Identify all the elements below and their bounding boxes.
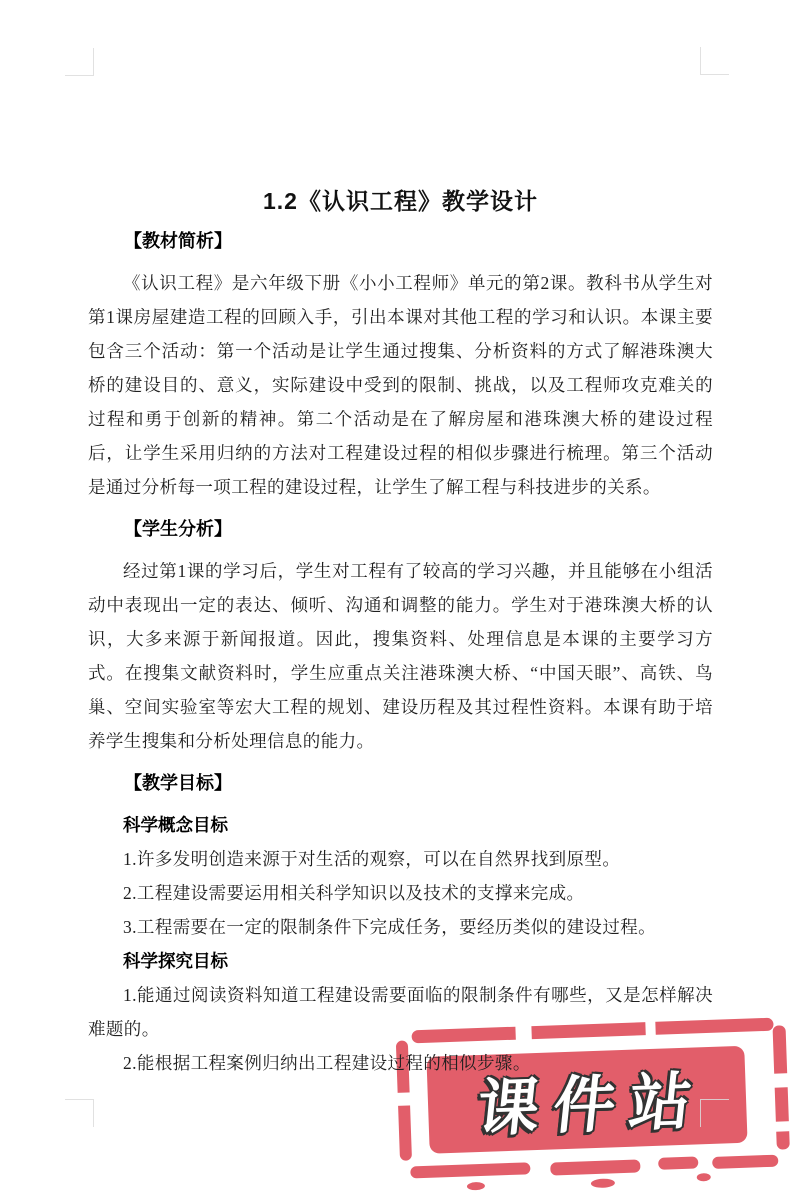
stamp-ink-speck — [467, 1182, 485, 1191]
stamp-border-bottom-dash — [550, 1159, 640, 1175]
subheading-science-inquiry-goals: 科学探究目标 — [123, 951, 228, 971]
inquiry-goal-item: 2.能根据工程案例归纳出工程建设过程的相似步骤。 — [123, 1053, 531, 1073]
stamp-border-gap — [775, 1121, 791, 1132]
inquiry-goal-item: 1.能通过阅读资料知道工程建设需要面临的限制条件有哪些，又是怎样解决难题的。 — [88, 985, 713, 1039]
stamp-border-gap — [397, 1092, 412, 1106]
stamp-border-bottom-dash — [658, 1156, 698, 1169]
material-analysis-paragraph: 《认识工程》是六年级下册《小小工程师》单元的第2课。教科书从学生对第1课房屋建造工程的回顾入手，引出本课对其他工程的学习和认识。本课主要包含三个活动：第一个活动是让学生通过搜集、分析资料的方式了解港珠澳大桥的建设目的、意义，实际建设中受到的限制、挑战，以及工程师攻克难关的过程和勇于创新的精神。第二个活动是在了解房屋和港珠澳大桥的建设过程后，让学生采用归纳的方法对工程建设过程的相似步骤进行梳理。第三个活动是通过分析每一项工程的建设过程，让学生了解工程与科技进步的关系。 — [88, 273, 713, 497]
stamp-border-bottom-dash — [410, 1162, 530, 1178]
crop-mark-bottom-left — [65, 1099, 94, 1127]
concept-goal-item: 2.工程建设需要运用相关科学知识以及技术的支撑来完成。 — [123, 883, 585, 903]
stamp-ink-speck — [591, 1178, 615, 1188]
stamp-border-gap — [773, 1073, 789, 1088]
subheading-science-concept-goals: 科学概念目标 — [123, 815, 228, 835]
section-heading-student-analysis: 【学生分析】 — [124, 519, 232, 539]
stamp-ink-speck — [697, 1173, 711, 1181]
document-body — [88, 186, 713, 1080]
crop-mark-top-right — [700, 47, 729, 75]
section-heading-teaching-objectives: 【教学目标】 — [124, 773, 232, 793]
watermark-text: 课件站 — [473, 1066, 709, 1145]
concept-goal-item: 3.工程需要在一定的限制条件下完成任务，要经历类似的建设过程。 — [123, 917, 657, 937]
concept-goal-item: 1.许多发明创造来源于对生活的观察，可以在自然界找到原型。 — [123, 849, 621, 869]
page-title: 1.2《认识工程》教学设计 — [263, 188, 538, 214]
crop-mark-top-left — [65, 48, 94, 76]
section-heading-material-analysis: 【教材简析】 — [124, 231, 232, 251]
stamp-border-bottom-dash — [712, 1155, 778, 1169]
student-analysis-paragraph: 经过第1课的学习后，学生对工程有了较高的学习兴趣，并且能够在小组活动中表现出一定的表达、倾听、沟通和调整的能力。学生对于港珠澳大桥的认识，大多来源于新闻报道。因此，搜集资料、处理信息是本课的主要学习方式。在搜集文献资料时，学生应重点关注港珠澳大桥、“中国天眼”、高铁、鸟巢、空间实验室等宏大工程的规划、建设历程及其过程性资料。本课有助于培养学生搜集和分析处理信息的能力。 — [88, 561, 713, 751]
